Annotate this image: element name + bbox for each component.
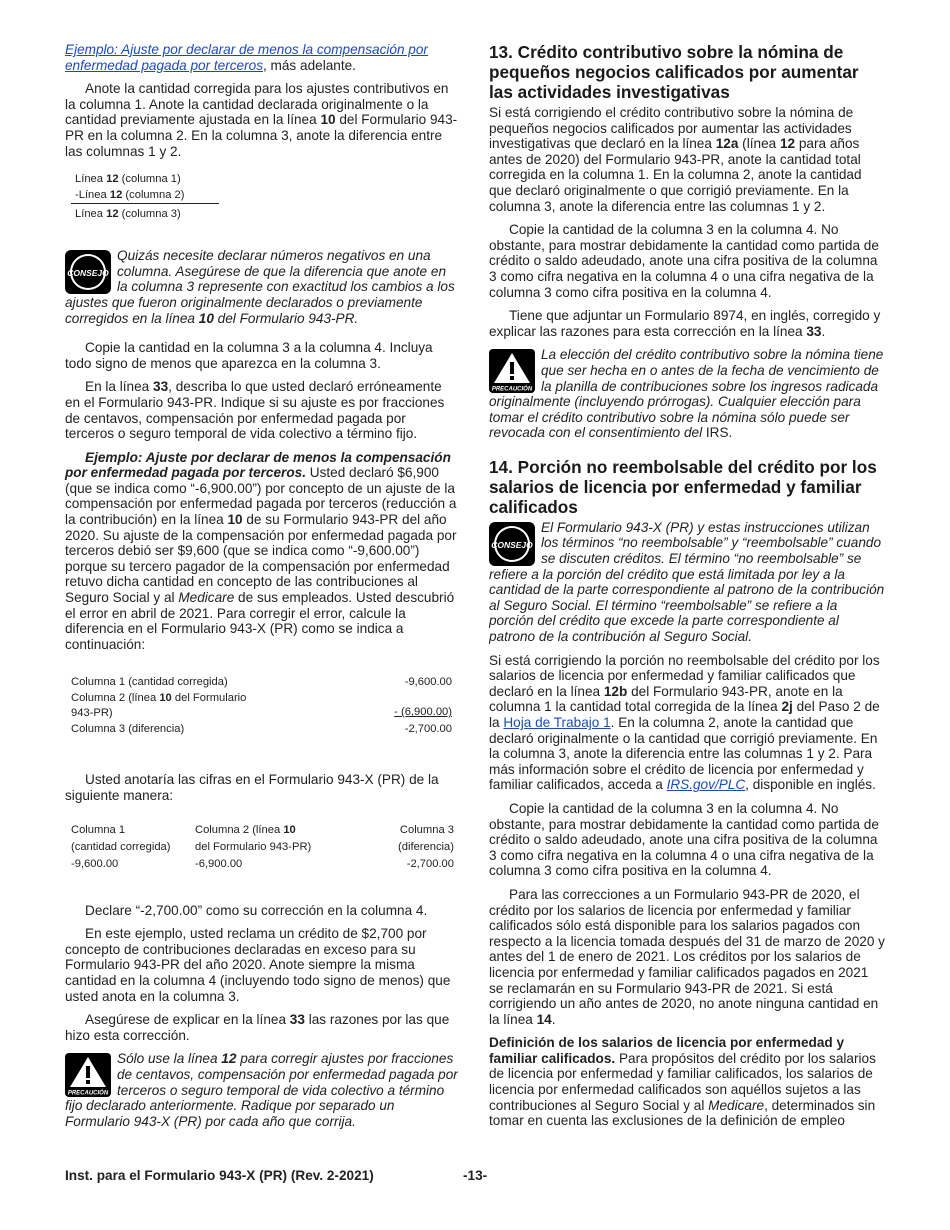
- table-row: Columna 3 (diferencia) -2,700.00: [71, 723, 452, 736]
- section-14-tip-note: CONSEJO El Formulario 943-X (PR) y estas instrucciones utilizan los términos “no reembolsable” y “reembolsable” cuando se discuten créditos. El término “no reembolsable” se refiere a la porción del crédito que está limitada por ley a la cantidad de la parte correspondiente al patrono de la contribución al Seguro Social. El término “reembolsable” se refiere a la porción del crédito que excede la parte correspondiente al patrono de la contribución al Seguro Social.: [489, 519, 885, 645]
- entry-table: [71, 822, 454, 873]
- section-14-definition: Definición de los salarios de licencia por enfermedad y familiar calificados. Para propósitos del crédito por los salarios de licencia por enfermedad y familiar calificados, los salarios de licencia por enfermedad calificados son aquéllos sujetos a las contribuciones al Seguro Social y al Medicare, determinados sin tomar en cuenta las exclusiones de la definición de empleo: [489, 1035, 876, 1129]
- declare-paragraph: Declare “-2,700.00” como su corrección en la columna 4.: [85, 902, 428, 918]
- section-14-paragraph-2: Copie la cantidad de la columna 3 en la columna 4. No obstante, para mostrar debidamente la cantidad como partida de crédito o saldo adeudado, anote una cifra positiva de la columna 3 como cifra negativa en la columna 4 o una cifra negativa de la columna 3 como cifra positiva en la columna 4.: [489, 800, 879, 879]
- section-13-paragraph-2: Copie la cantidad de la columna 3 en la columna 4. No obstante, para mostrar debidamente la cantidad como partida de crédito o saldo adeudado, anote una cifra positiva de la columna 3 como cifra negativa en la columna 4 o una cifra negativa de la columna 3 como cifra positiva en la columna 4.: [489, 222, 879, 300]
- svg-text:PRECAUCIÓN: PRECAUCIÓN: [491, 386, 533, 393]
- caution-note: PRECAUCIÓN Sólo use la línea 12 para corregir ajustes por fracciones de centavos, compensación por enfermedad pagada por terceros o seguro temporal de vida colectivo a término fijo declarado anteriormente. Radique por separado un Formulario 943-X (PR) por cada año que corrija.: [65, 1051, 458, 1129]
- section-13-paragraph-1: Si está corrigiendo el crédito contributivo sobre la nómina de pequeños negocios calificados por aumentar las actividades investigativas que declaró en la línea 12a (línea 12 para años antes de 2020) del Formulario 943-PR, anote la cantidad total corregida en la columna 1. En la columna 2, anote la cantidad que declaró originalmente o que corrigió previamente. En la columna 3, anote la diferencia entre las columnas 1 y 2.: [489, 105, 862, 214]
- tip-note: CONSEJO Quizás necesite declarar números negativos en una columna. Asegúrese de que la diferencia que anote en la columna 3 represente con exactitud los cambios a los ajustes que fueron originalmente declarados o previamente corregidos en la línea 10 del Formulario 943-PR.: [65, 248, 455, 326]
- copy-paragraph: Copie la cantidad en la columna 3 a la columna 4. Incluya todo signo de menos que aparezca en la columna 3.: [65, 340, 433, 371]
- worksheet-1-link[interactable]: Hoja de Trabajo 1: [503, 715, 611, 730]
- credit-paragraph: En este ejemplo, usted reclama un crédito de $2,700 por concepto de contribuciones declaradas en exceso para su Formulario 943-PR del año 2020. Anote siempre la misma cantidad en la columna 4 (incluyendo todo signo de menos) que usted anota en la columna 3.: [65, 926, 451, 1004]
- table-column-1: Columna 1 (cantidad corregida) -9,600.00: [71, 823, 171, 870]
- line12-col2: -Línea 12 (columna 2): [71, 187, 219, 204]
- section-13-heading: 13. Crédito contributivo sobre la nómina de pequeños negocios calificados por aumentar las actividades investigativas: [489, 42, 859, 102]
- caution-warning-icon: [65, 1053, 111, 1097]
- section-14-heading: 14. Porción no reembolsable del crédito por los salarios de licencia por enfermedad y familiar calificados: [489, 456, 877, 517]
- line33-paragraph: En la línea 33, describa lo que usted declaró erróneamente en el Formulario 943-PR. Indique si su ajuste es por fracciones de centavos, compensación por enfermedad pagada por terceros o seguro temporal de vida colectivo a término fijo.: [65, 379, 445, 442]
- table-row: Columna 2 (línea 10 del Formulario 943-PR) - (6,900.00): [71, 692, 452, 720]
- example-paragraph: Ejemplo: Ajuste por declarar de menos la compensación por enfermedad pagada por terceros. Usted declaró $6,900 (que se indica como “-6,900.00”) por concepto de un ajuste de la compensación por enfermedad pagada por terceros (reducción a la contribución) en la línea 10 de su Formulario 943-PR del año 2020. Su ajuste de la compensación por enfermedad pagada por terceros debió ser $9,600 (que se indica como “-9,600.00”) porque su tercero pagador de la compensación por enfermedad retuvo dicha cantidad en concepto de las contribuciones al Seguro Social y al Medicare de sus empleados. Usted descubrió el error en abril de 2021. Para corregir el error, calcule la diferencia en el Formulario 943-X (PR) como se indica a continuación:: [65, 449, 457, 652]
- page-number: -13-: [463, 1168, 488, 1183]
- section-14-paragraph-3: Para las correcciones a un Formulario 943-PR de 2020, el crédito por los salarios de licencia por enfermedad y familiar calificados sólo está disponible para los salarios pagados con respecto a la licencia tomada después del 31 de marzo de 2020 y antes del 1 de enero de 2021. Los créditos por los salarios de licencia por enfermedad y familiar calificados pagados en 2021 se reclamarán en su Formulario 943-PR de 2021. Si está corrigiendo un año antes de 2020, no anote ninguna cantidad en la línea 14.: [489, 886, 885, 1027]
- page-footer: [65, 1168, 885, 1183]
- section-13-paragraph-3: Tiene que adjuntar un Formulario 8974, en inglés, corregido y explicar las razones para esta corrección en la línea 33.: [489, 308, 881, 339]
- line12-col3: Línea 12 (columna 3): [75, 208, 181, 221]
- irs-plc-link[interactable]: IRS.gov/PLC: [666, 777, 746, 793]
- table-column-3: Columna 3 (diferencia) -2,700.00: [398, 823, 454, 870]
- example-link[interactable]: Ejemplo: Ajuste por declarar de menos la compensación por enfermedad pagada por terceros: [65, 42, 428, 73]
- svg-text:CONSEJO: CONSEJO: [491, 539, 533, 550]
- consejo-icon: [489, 522, 535, 566]
- svg-text:CONSEJO: CONSEJO: [67, 268, 109, 279]
- line12-col1: Línea 12 (columna 1): [75, 173, 181, 186]
- section-14-paragraph-1: Si está corrigiendo la porción no reembolsable del crédito por los salarios de licencia por enfermedad y familiar calificados que declaró en la línea 12b del Formulario 943-PR, anote en la columna 1 la cantidad total corregida de la línea 2j del Paso 2 de la Hoja de Trabajo 1. En la columna 2, anote la cantidad que declaró originalmente o la cantidad que corrigió previamente. En la columna 3, anote la diferencia entre las columnas 1 y 2. Para más información sobre el crédito de licencia por enfermedad y familiar calificados, acceda a IRS.gov/PLC, disponible en inglés.: [489, 652, 880, 793]
- consejo-icon: [65, 250, 111, 294]
- caution-warning-icon: [489, 349, 535, 393]
- right-column: [489, 42, 885, 1137]
- difference-table: [71, 674, 452, 738]
- table-column-2: Columna 2 (línea 10 del Formulario 943-PR) -6,900.00: [195, 823, 312, 870]
- line12-columns-table: [71, 171, 219, 222]
- footer-title: Inst. para el Formulario 943-X (PR) (Rev. 2-2021): [65, 1168, 374, 1183]
- table-row: Columna 1 (cantidad corregida) -9,600.00: [71, 676, 452, 689]
- instructions-paragraph: Anote la cantidad corregida para los ajustes contributivos en la columna 1. Anote la cantidad declarada originalmente o la cantidad previamente ajustada en la línea 10 del Formulario 943-PR en la columna 2. En la columna 3, anote la diferencia entre las columnas 1 y 2.: [65, 81, 458, 159]
- section-13-caution-note: PRECAUCIÓN La elección del crédito contributivo sobre la nómina tiene que ser hecha en o antes de la fecha de vencimiento de la planilla de contribuciones sobre los ingresos radicada originalmente (incluyendo prórrogas). Cualquier elección para tomar el crédito contributivo sobre la nómina sólo puede ser revocada con el consentimiento del IRS.: [489, 347, 884, 441]
- left-column: [65, 42, 458, 1137]
- intro-paragraph: Ejemplo: Ajuste por declarar de menos la compensación por enfermedad pagada por terceros, más adelante.: [65, 42, 428, 73]
- explain-paragraph: Asegúrese de explicar en la línea 33 las razones por las que hizo esta corrección.: [65, 1012, 450, 1043]
- entry-paragraph: Usted anotaría las cifras en el Formulario 943-X (PR) de la siguiente manera:: [65, 772, 439, 803]
- svg-text:PRECAUCIÓN: PRECAUCIÓN: [67, 1090, 109, 1097]
